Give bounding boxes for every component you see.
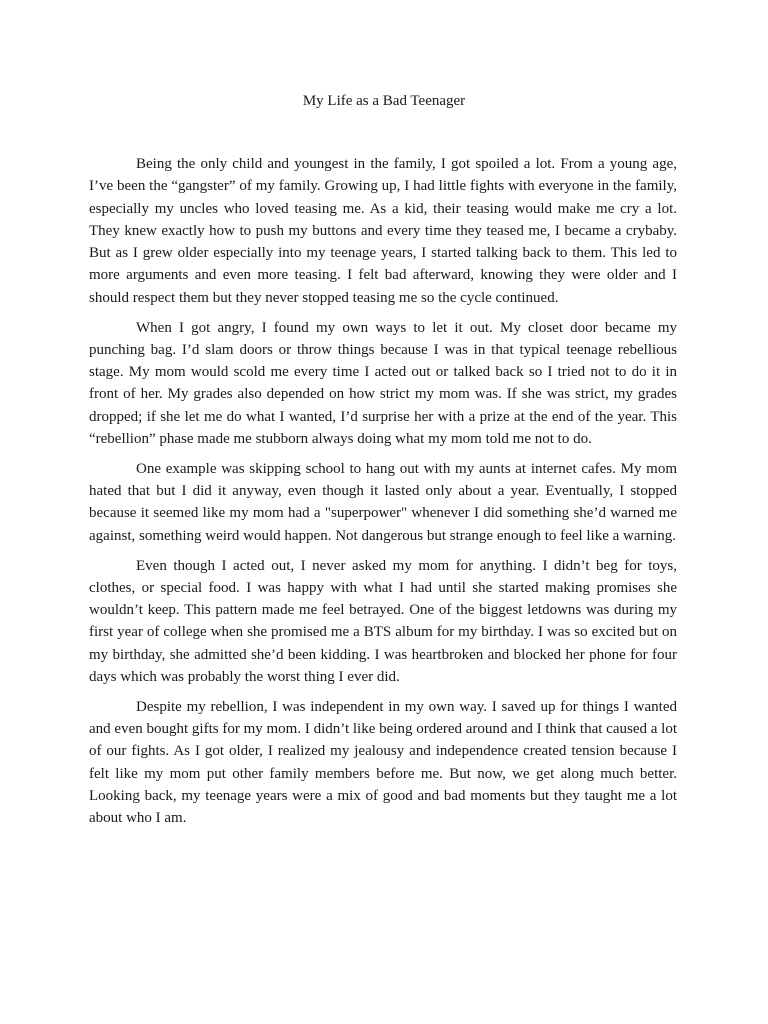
paragraph-2: When I got angry, I found my own ways to let it out. My closet door became my punching bag. I’d slam doors or throw things because I was in that typical teenage rebellious stage. My mom would scold me every time I acted out or talked back so I tried not to do it in front of her. My grades also depended on how strict my mom was. If she was strict, my grades dropped; if she let me do what I wanted, I’d surprise her with a prize at the end of the year. This “rebellion” phase made me stubborn always doing what my mom told me not to do. — [89, 319, 677, 448]
paragraph-3: One example was skipping school to hang out with my aunts at internet cafes. My mom hated that but I did it anyway, even though it lasted only about a year. Eventually, I stopped because it seemed like my mom had a "superpower" whenever I did something she’d warned me against, something weird would happen. Not dangerous but strange enough to feel like a warning. — [89, 460, 677, 544]
paragraph-4: Even though I acted out, I never asked my mom for anything. I didn’t beg for toys, clothes, or special food. I was happy with what I had until she started making promises she wouldn’t keep. This pattern made me feel betrayed. One of the biggest letdowns was during my first year of college when she promised me a BTS album for my birthday. I was so excited but on my birthday, she admitted she’d been kidding. I was heartbroken and blocked her phone for four days which was probably the worst thing I ever did. — [89, 557, 677, 686]
document-body — [89, 153, 677, 837]
document-title: My Life as a Bad Teenager — [302, 93, 466, 109]
paragraph-1: Being the only child and youngest in the family, I got spoiled a lot. From a young age, I’ve been the “gangster” of my family. Growing up, I had little fights with everyone in the family, especially my uncles who loved teasing me. As a kid, their teasing would make me cry a lot. They knew exactly how to push my buttons and every time they teased me, I became a crybaby. But as I grew older especially into my teenage years, I started talking back to them. This led to more arguments and even more teasing. I felt bad afterward, knowing they were older and I should respect them but they never stopped teasing me so the cycle continued. — [89, 156, 677, 306]
paragraph-5: Despite my rebellion, I was independent in my own way. I saved up for things I wanted and even bought gifts for my mom. I didn’t like being ordered around and I think that caused a lot of our fights. As I got older, I realized my jealousy and independence created tension because I felt like my mom put other family members before me. But now, we get along much better. Looking back, my teenage years were a mix of good and bad moments but they taught me a lot about who I am. — [89, 698, 677, 827]
